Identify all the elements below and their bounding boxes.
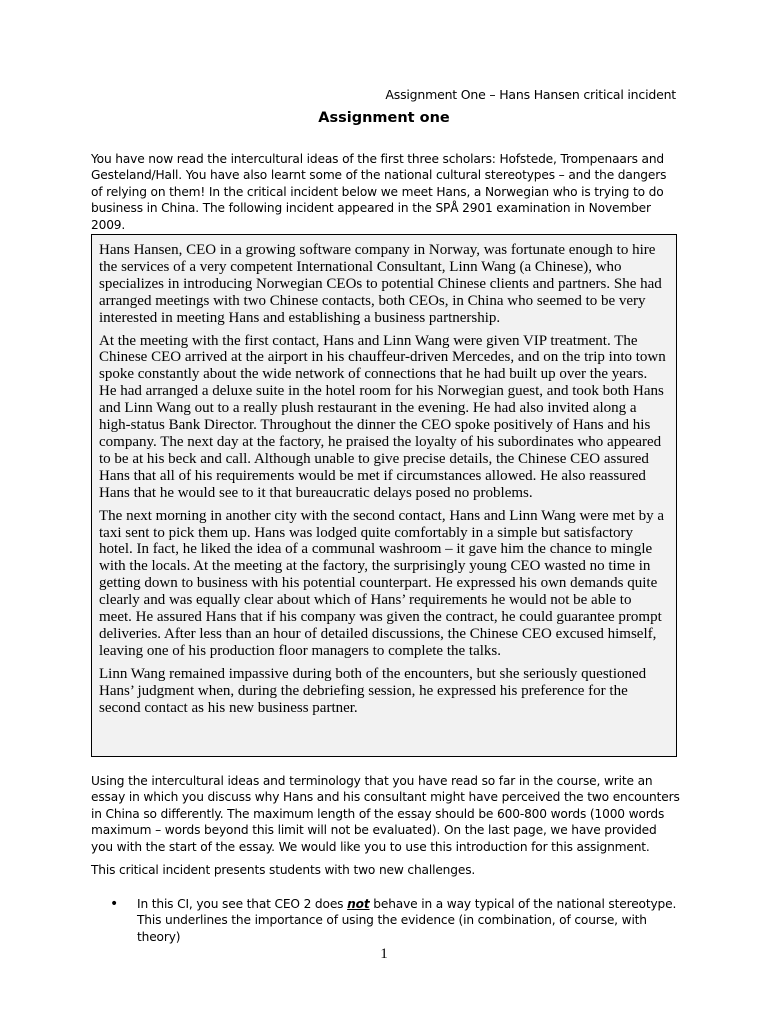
- page-title: Assignment one: [318, 110, 450, 126]
- emphasis-not: not: [347, 897, 370, 911]
- intro-paragraph: You have now read the intercultural ideas of the first three scholars: Hofstede, Trompenaars and Gesteland/Hall. You have also learnt some of the national cultural stereotypes – and the dangers of relying on them! In the critical incident below we meet Hans, a Norwegian who is trying to do business in China. The following incident appeared in the SPÅ 2901 examination in November 2009.: [91, 152, 667, 232]
- task-paragraph: Using the intercultural ideas and terminology that you have read so far in the course, write an essay in which you discuss why Hans and his consultant might have perceived the two encounters in China so differently. The maximum length of the essay should be 600-800 words (1000 words maximum – words beyond this limit will not be evaluated). On the last page, we have provided you with the start of the essay. We would like you to use this introduction for this assignment.: [91, 774, 680, 854]
- page-number: 1: [380, 946, 388, 962]
- bullet-text-start: In this CI, you see that CEO 2 does: [137, 897, 348, 911]
- list-item: [110, 896, 685, 945]
- incident-paragraph-2: At the meeting with the first contact, Hans and Linn Wang were given VIP treatment. The Chinese CEO arrived at the airport in his chauffeur-driven Mercedes, and on the trip into town spoke constantly about the wide network of connections that he had built up over the years. He had arranged a deluxe suite in the hotel room for his Norwegian guest, and took both Hans and Linn Wang out to a really plush restaurant in the evening. He had also invited along a high-status Bank Director. Throughout the dinner the CEO spoke positively of Hans and his company. The next day at the factory, he praised the loyalty of his subordinates who appeared to be at his beck and call. Although unable to give precise details, the Chinese CEO assured Hans that all of his requirements would be met if circumstances allowed. He also reassured Hans that he would see to it that bureaucratic delays posed no problems.: [99, 332, 666, 501]
- bullet-icon: •: [110, 896, 119, 912]
- challenges-list: [110, 896, 685, 945]
- critical-incident-box: [91, 234, 677, 757]
- incident-paragraph-1: Hans Hansen, CEO in a growing software company in Norway, was fortunate enough to hire the services of a very competent International Consultant, Linn Wang (a Chinese), who specializes in introducing Norwegian CEOs to potential Chinese clients and partners. She had arranged meetings with two Chinese contacts, both CEOs, in China who seemed to be very interested in meeting Hans and establishing a business partnership.: [99, 242, 662, 326]
- incident-paragraph-4: Linn Wang remained impassive during both of the encounters, but she seriously questioned Hans’ judgment when, during the debriefing session, he expressed his preference for the second contact as his new business partner.: [99, 665, 647, 716]
- running-header: Assignment One – Hans Hansen critical incident: [385, 87, 676, 102]
- instructions-section: [91, 773, 681, 885]
- incident-paragraph-3: The next morning in another city with the second contact, Hans and Linn Wang were met by a taxi sent to pick them up. Hans was lodged quite comfortably in a simple but satisfactory hotel. In fact, he liked the idea of a communal washroom – it gave him the chance to mingle with the locals. At the meeting at the factory, the surprisingly young CEO wasted no time in getting down to business with his potential counterpart. He expressed his own demands quite clearly and was equally clear about which of Hans’ requirements he would not be able to meet. He assured Hans that if his company was given the contract, he could guarantee prompt deliveries. After less than an hour of detailed discussions, the Chinese CEO excused himself, leaving one of his production floor managers to complete the talks.: [99, 507, 665, 659]
- bullet-text-end: behave in a way typical of the national stereotype. This underlines the importance of using the evidence (in combination, of course, with theory): [137, 897, 677, 944]
- challenges-intro: This critical incident presents students with two new challenges.: [91, 863, 476, 878]
